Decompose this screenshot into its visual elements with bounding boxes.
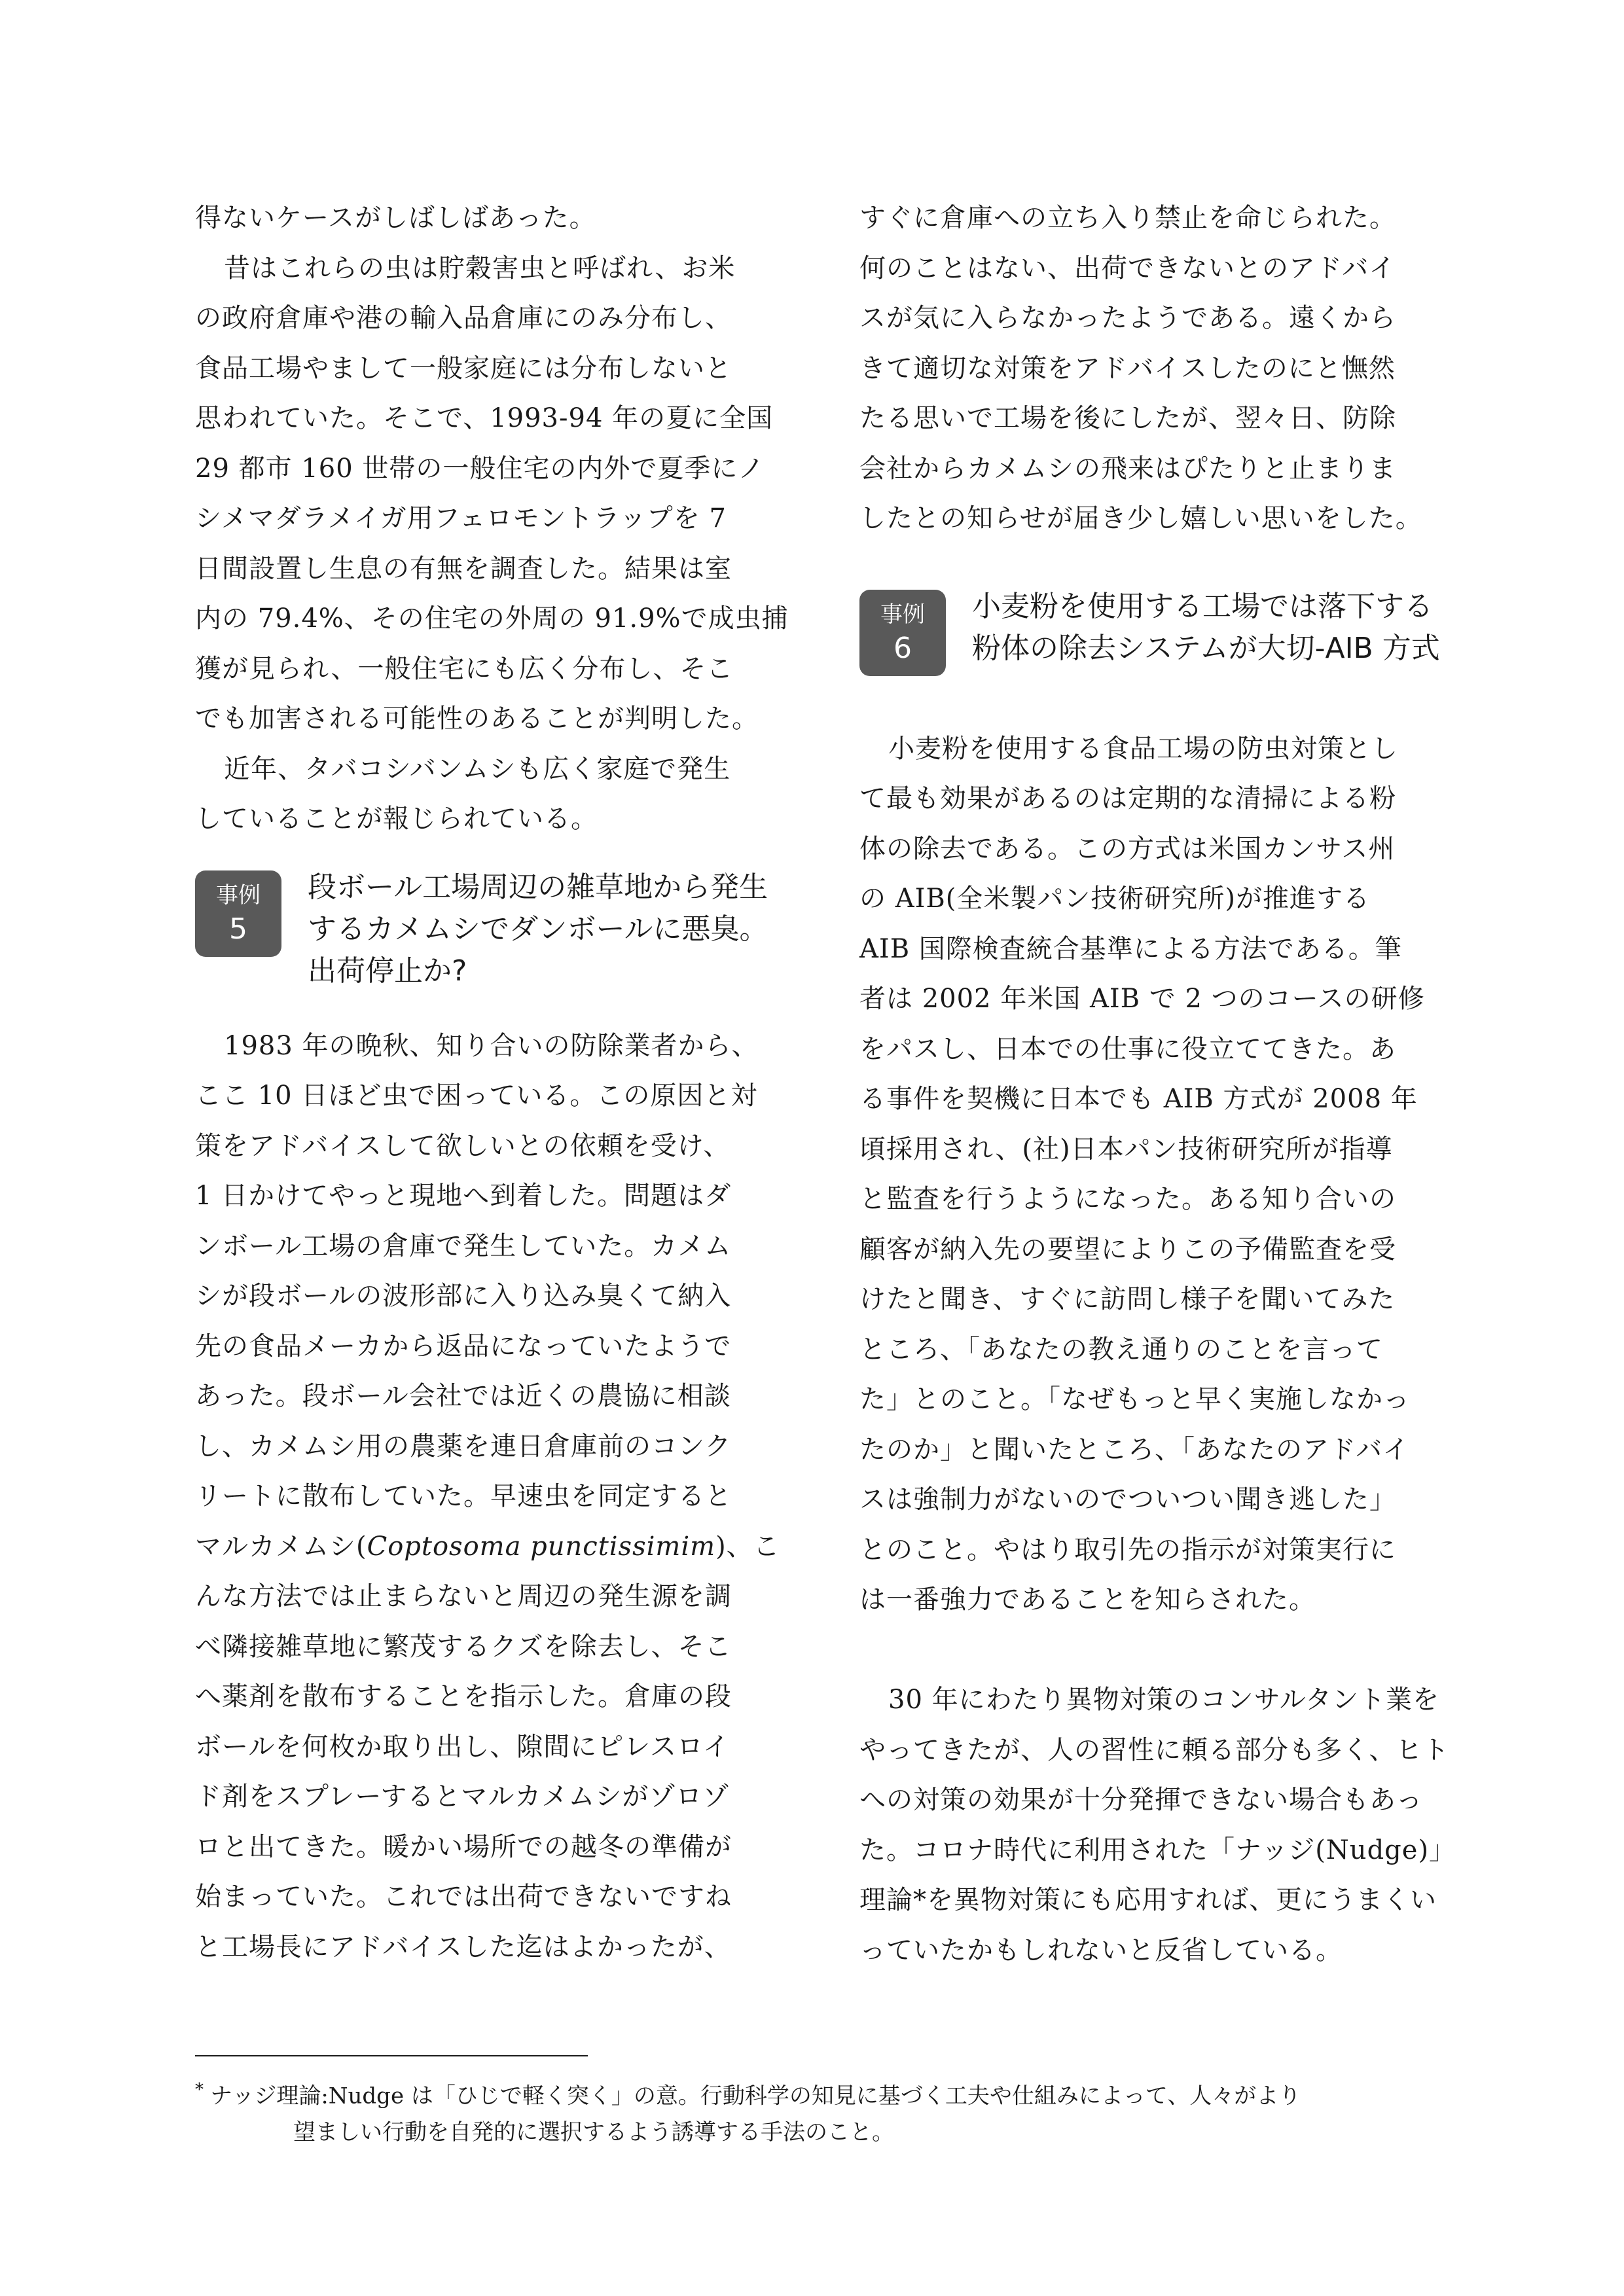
body-text-line: ンボール工場の倉庫で発生していた。カメム <box>195 1230 732 1261</box>
body-text-line: は一番強力であることを知らされた。 <box>859 1585 1316 1615</box>
body-text-line: た。コロナ時代に利用された「ナッジ(Nudge)」 <box>859 1835 1456 1865</box>
body-text-line: ここ 10 日ほど虫で困っている。この原因と対 <box>195 1081 758 1111</box>
body-text-line: スが気に入らなかったようである。遠くから <box>859 303 1396 333</box>
body-text-line: シが段ボールの波形部に入り込み臭くて納入 <box>195 1281 732 1311</box>
footnote <box>195 2072 1439 2151</box>
body-text-line: んな方法では止まらないと周辺の発生源を調 <box>195 1581 732 1611</box>
body-text-line: 始まっていた。これでは出荷できないですね <box>195 1882 732 1912</box>
body-text-line: すぐに倉庫への立ち入り禁止を命じられた。 <box>859 203 1396 233</box>
body-text-line: 1983 年の晩秋、知り合いの防除業者から、 <box>224 1030 759 1061</box>
case-6-heading <box>859 590 1442 724</box>
body-text-line-species <box>195 1522 778 1572</box>
body-text-line: 先の食品メーカから返品になっていたようで <box>195 1331 732 1361</box>
body-text-line: 頃採用され、(社)日本パン技術研究所が指導 <box>859 1134 1393 1164</box>
footnote-line-1 <box>195 2072 1439 2114</box>
paragraph-spacer <box>859 1625 1442 1676</box>
body-text-line: ド剤をスプレーするとマルカメムシがゾロゾ <box>195 1782 730 1812</box>
footnote-divider <box>195 2055 588 2056</box>
case-5-badge <box>195 870 281 957</box>
case-6-title <box>972 586 1450 670</box>
species-name: Coptosoma punctissimim <box>367 1531 716 1562</box>
body-text-line: 30 年にわたり異物対策のコンサルタント業を <box>888 1685 1440 1715</box>
body-text-line: たのか」と聞いたところ、「あなたのアドバイ <box>859 1434 1410 1465</box>
body-text-line: べ隣接雑草地に繁茂するクズを除去し、そこ <box>195 1631 732 1662</box>
body-text-line: っていたかもしれないと反省している。 <box>859 1935 1343 1965</box>
footnote-line-2: 望ましい行動を自発的に選択するよう誘導する手法のこと。 <box>293 2119 894 2146</box>
body-text-line: 得ないケースがしばしばあった。 <box>195 203 596 233</box>
body-text-line: し、カメムシ用の農薬を連日倉庫前のコンク <box>195 1431 732 1462</box>
case-badge-number: 5 <box>229 912 247 946</box>
case-title-line: 段ボール工場周辺の雑草地から発生 <box>308 870 768 904</box>
body-text-line: きて適切な対策をアドバイスしたのにと憮然 <box>859 353 1396 384</box>
body-text-line: やってきたが、人の習性に頼る部分も多く、ヒト <box>859 1734 1450 1765</box>
case-5-title <box>308 867 785 992</box>
body-text-line: 顧客が納入先の要望によりこの予備監査を受 <box>859 1234 1396 1265</box>
case-title-line: 粉体の除去システムが大切-AIB 方式 <box>972 631 1440 665</box>
body-text-line: 理論*を異物対策にも応用すれば、更にうまくい <box>859 1885 1437 1915</box>
body-text-line: けたと聞き、すぐに訪問し様子を聞いてみた <box>859 1284 1396 1314</box>
body-text-line: 29 都市 160 世帯の一般住宅の内外で夏季にノ <box>195 453 765 484</box>
body-text-line: 何のことはない、出荷できないとのアドバイ <box>859 253 1396 283</box>
case-badge-label: 事例 <box>216 882 261 908</box>
body-text-line: 昔はこれらの虫は貯穀害虫と呼ばれ、お米 <box>224 253 736 283</box>
body-text-line: 1 日かけてやっと現地へ到着した。問題はダ <box>195 1181 732 1211</box>
body-text-line: リートに散布していた。早速虫を同定すると <box>195 1481 732 1511</box>
body-text-line: をパスし、日本での仕事に役立ててきた。あ <box>859 1033 1396 1064</box>
body-text-line: 内の 79.4%、その住宅の外周の 91.9%で成虫捕 <box>195 603 789 634</box>
body-text-line: と監査を行うようになった。ある知り合いの <box>859 1184 1396 1214</box>
body-text-line: 小麦粉を使用する食品工場の防虫対策とし <box>888 733 1398 764</box>
body-text-line: していることが報じられている。 <box>195 804 598 834</box>
body-text-line: 日間設置し生息の有無を調査した。結果は室 <box>195 553 732 584</box>
case-title-line: するカメムシでダンボールに悪臭。 <box>308 912 768 946</box>
body-text-line: ところ、「あなたの教え通りのことを言って <box>859 1334 1383 1365</box>
body-text-line: る事件を契機に日本でも AIB 方式が 2008 年 <box>859 1084 1418 1114</box>
body-text-line: 策をアドバイスして欲しいとの依頼を受け、 <box>195 1130 731 1161</box>
body-text-line: 者は 2002 年米国 AIB で 2 つのコースの研修 <box>859 984 1425 1014</box>
case-badge-label: 事例 <box>880 601 925 628</box>
body-text-line: ボールを何枚か取り出し、隙間にピレスロイ <box>195 1731 730 1762</box>
case-title-line: 小麦粉を使用する工場では落下する <box>972 589 1433 623</box>
body-text-line: とのこと。やはり取引先の指示が対策実行に <box>859 1534 1396 1565</box>
species-prefix: マルカメムシ( <box>195 1531 367 1562</box>
species-suffix: )、こ <box>715 1531 780 1562</box>
body-text-line: たる思いで工場を後にしたが、翌々日、防除 <box>859 403 1396 433</box>
body-text-line: の政府倉庫や港の輸入品倉庫にのみ分布し、 <box>195 303 732 333</box>
body-text-line: スは強制力がないのでついつい聞き逃した」 <box>859 1484 1396 1515</box>
body-text-line: て最も効果があるのは定期的な清掃による粉 <box>859 783 1396 814</box>
body-text-line: シメマダラメイガ用フェロモントラップを 7 <box>195 503 727 533</box>
body-text-line: 思われていた。そこで、1993-94 年の夏に全国 <box>195 403 774 433</box>
case-6-badge <box>859 590 946 676</box>
body-text-line: AIB 国際検査統合基準による方法である。筆 <box>859 933 1402 964</box>
body-text-line: と工場長にアドバイスした迄はよかったが、 <box>195 1931 731 1962</box>
case-title-line: 出荷停止か? <box>308 954 467 988</box>
body-text-line: 近年、タバコシバンムシも広く家庭で発生 <box>224 753 731 784</box>
body-text-line: したとの知らせが届き少し嬉しい思いをした。 <box>859 503 1422 533</box>
body-text-line: 食品工場やまして一般家庭には分布しないと <box>195 353 732 384</box>
body-text-line: 体の除去である。この方式は米国カンサス州 <box>859 833 1396 864</box>
right-column <box>859 193 1456 1975</box>
case-badge-number: 6 <box>893 631 912 665</box>
body-text-line: 会社からカメムシの飛来はぴたりと止まりま <box>859 453 1396 484</box>
body-text-line: た」とのこと。「なぜもっと早く実施しなかっ <box>859 1384 1410 1414</box>
body-text-line: 獲が見られ、一般住宅にも広く分布し、そこ <box>195 653 734 684</box>
body-text-line: でも加害される可能性のあることが判明した。 <box>195 704 759 734</box>
case-5-heading <box>195 870 778 1021</box>
body-text-line: へ薬剤を散布することを指示した。倉庫の段 <box>195 1681 732 1712</box>
body-text-line: への対策の効果が十分発揮できない場合もあっ <box>859 1785 1423 1815</box>
footnote-text: ナッジ理論:Nudge は「ひじで軽く突く」の意。行動科学の知見に基づく工夫や仕組みによって、人々がより <box>210 2083 1301 2109</box>
body-text-line: あった。段ボール会社では近くの農協に相談 <box>195 1381 731 1411</box>
left-column <box>195 193 789 1972</box>
body-text-line: の AIB(全米製パン技術研究所)が推進する <box>859 884 1371 914</box>
footnote-mark: * <box>195 2080 204 2100</box>
body-text-line: ロと出てきた。暖かい場所での越冬の準備が <box>195 1831 732 1862</box>
